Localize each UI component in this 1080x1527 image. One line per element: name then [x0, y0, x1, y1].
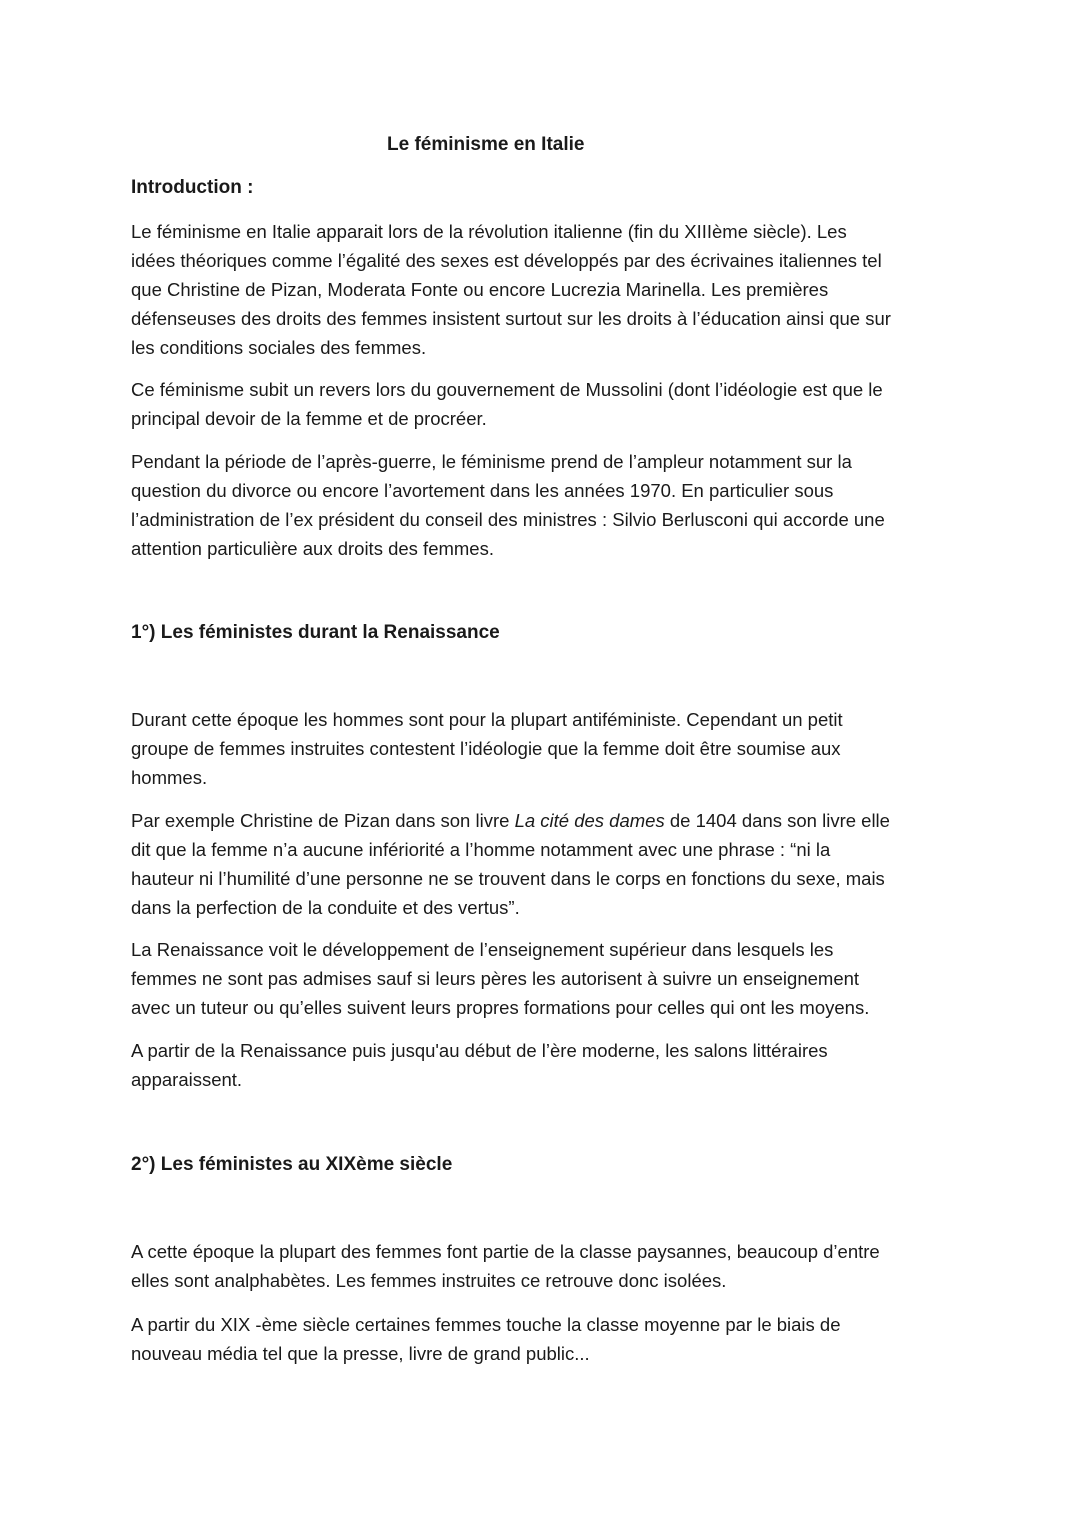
text-line — [131, 806, 961, 835]
text-line: Le féminisme en Italie apparait lors de la révolution italienne (fin du XIIIème siècle). Les — [131, 221, 847, 242]
section-1-paragraph-4 — [131, 1036, 961, 1094]
intro-paragraph-2 — [131, 375, 961, 433]
section-2-paragraph-2 — [131, 1310, 961, 1368]
text-line: question du divorce ou encore l’avortement dans les années 1970. En particulier sous — [131, 480, 834, 501]
text-segment: Par exemple Christine de Pizan dans son livre — [131, 810, 515, 831]
text-line: défenseuses des droits des femmes insistent surtout sur les droits à l’éducation ainsi que sur — [131, 308, 891, 329]
intro-heading: Introduction : — [131, 177, 254, 198]
document-title: Le féminisme en Italie — [387, 134, 585, 155]
section-1-paragraph-3 — [131, 935, 961, 1022]
text-line: femmes ne sont pas admises sauf si leurs pères les autorisent à suivre un enseignement — [131, 968, 860, 989]
text-line: dans la perfection de la conduite et des vertus”. — [131, 897, 520, 918]
text-line: A partir du XIX -ème siècle certaines femmes touche la classe moyenne par le biais de — [131, 1314, 841, 1335]
text-line: elles sont analphabètes. Les femmes instruites ce retrouve donc isolées. — [131, 1270, 727, 1291]
text-line: idées théoriques comme l’égalité des sexes est développés par des écrivaines italiennes tel — [131, 250, 882, 271]
section-2-heading: 2°) Les féministes au XIXème siècle — [131, 1154, 453, 1175]
book-title: La cité des dames — [514, 810, 665, 831]
text-line: nouveau média tel que la presse, livre de grand public... — [131, 1343, 590, 1364]
text-line: les conditions sociales des femmes. — [131, 337, 427, 358]
text-line: Durant cette époque les hommes sont pour la plupart antiféministe. Cependant un petit — [131, 709, 843, 730]
text-line: que Christine de Pizan, Moderata Fonte ou encore Lucrezia Marinella. Les premières — [131, 279, 829, 300]
text-line: A cette époque la plupart des femmes font partie de la classe paysannes, beaucoup d’entre — [131, 1241, 880, 1262]
section-1-heading: 1°) Les féministes durant la Renaissance — [131, 622, 500, 643]
section-1-paragraph-1 — [131, 705, 961, 792]
text-line: groupe de femmes instruites contestent l’idéologie que la femme doit être soumise aux — [131, 738, 841, 759]
text-line: l’administration de l’ex président du conseil des ministres : Silvio Berlusconi qui accorde une — [131, 509, 885, 530]
text-line: La Renaissance voit le développement de l’enseignement supérieur dans lesquels les — [131, 939, 834, 960]
text-line: dit que la femme n’a aucune infériorité a l’homme notamment avec une phrase : “ni la — [131, 839, 831, 860]
text-line: A partir de la Renaissance puis jusqu'au début de l’ère moderne, les salons littéraires — [131, 1040, 828, 1061]
text-line: Ce féminisme subit un revers lors du gouvernement de Mussolini (dont l’idéologie est que le — [131, 379, 883, 400]
section-1-paragraph-2 — [131, 806, 961, 922]
text-line: Pendant la période de l’après-guerre, le féminisme prend de l’ampleur notamment sur la — [131, 451, 852, 472]
intro-paragraph-1 — [131, 217, 961, 362]
text-line: hauteur ni l’humilité d’une personne ne se trouvent dans le corps en fonctions du sexe, mais — [131, 868, 885, 889]
text-line: principal devoir de la femme et de procréer. — [131, 408, 487, 429]
text-line: hommes. — [131, 767, 208, 788]
text-line: apparaissent. — [131, 1069, 243, 1090]
intro-paragraph-3 — [131, 447, 961, 563]
section-2-paragraph-1 — [131, 1237, 961, 1295]
text-segment: de 1404 dans son livre elle — [664, 810, 890, 831]
text-line: avec un tuteur ou qu’elles suivent leurs propres formations pour celles qui ont les moyens. — [131, 997, 870, 1018]
text-line: attention particulière aux droits des femmes. — [131, 538, 494, 559]
